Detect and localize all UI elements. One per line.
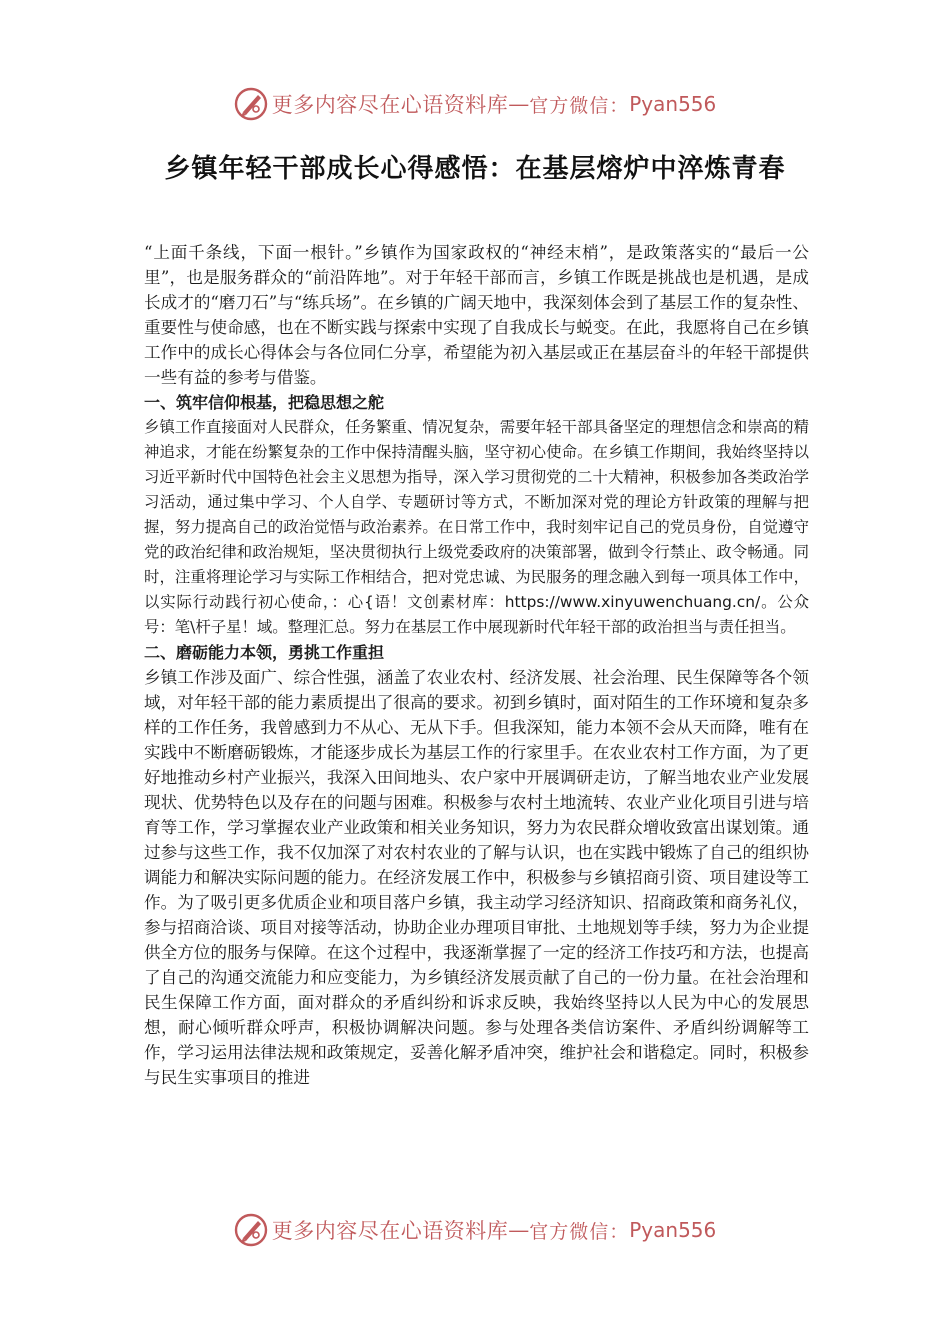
document-body: [144, 240, 809, 1090]
page-title: 乡镇年轻干部成长心得感悟：在基层熔炉中淬炼青春: [164, 154, 786, 184]
banner-text: 更多内容尽在心语资料库: [271, 93, 509, 117]
section-1-paragraph: 乡镇工作直接面对人民群众，任务繁重、情况复杂，需要年轻干部具备坚定的理想信念和崇高的精神追求，才能在纷繁复杂的工作中保持清醒头脑，坚守初心使命。在乡镇工作期间，我始终坚持以习近平新时代中国特色社会主义思想为指导，深入学习贯彻党的二十大精神，积极参加各类政治学习活动，通过集中学习、个人自学、专题研讨等方式，不断加深对党的理论方针政策的理解与把握，努力提高自己的政治觉悟与政治素养。在日常工作中，我时刻牢记自己的党员身份，自觉遵守党的政治纪律和政治规矩，坚决贯彻执行上级党委政府的决策部署，做到令行禁止、政令畅通。同时，注重将理论学习与实际工作相结合，把对党忠诚、为民服务的理念融入到每一项具体工作中，以实际行动践行初心使命，：心{语！文创素材库：https://www.xinyuwenchuang.cn/。公众号：笔\杆子星！域。整理汇总。努力在基层工作中展现新时代年轻干部的政治担当与责任担当。: [144, 418, 809, 636]
section-2-paragraph: 乡镇工作涉及面广、综合性强，涵盖了农业农村、经济发展、社会治理、民生保障等各个领域，对年轻干部的能力素质提出了很高的要求。初到乡镇时，面对陌生的工作环境和复杂多样的工作任务，我曾感到力不从心、无从下手。但我深知，能力本领不会从天而降，唯有在实践中不断磨砺锻炼，才能逐步成长为基层工作的行家里手。在农业农村工作方面，为了更好地推动乡村产业振兴，我深入田间地头、农户家中开展调研走访，了解当地农业产业发展现状、优势特色以及存在的问题与困难。积极参与农村土地流转、农业产业化项目引进与培育等工作，学习掌握农业产业政策和相关业务知识，努力为农民群众增收致富出谋划策。通过参与这些工作，我不仅加深了对农村农业的了解与认识，也在实践中锻炼了自己的组织协调能力和解决实际问题的能力。在经济发展工作中，积极参与乡镇招商引资、项目建设等工作。为了吸引更多优质企业和项目落户乡镇，我主动学习经济知识、招商政策和商务礼仪，参与招商洽谈、项目对接等活动，协助企业办理项目审批、土地规划等手续，努力为企业提供全方位的服务与保障。在这个过程中，我逐渐掌握了一定的经济工作技巧和方法，也提高了自己的沟通交流能力和应变能力，为乡镇经济发展贡献了自己的一份力量。在社会治理和民生保障工作方面，面对群众的矛盾纠纷和诉求反映，我始终坚持以人民为中心的发展思想，耐心倾听群众呼声，积极协调解决问题。参与处理各类信访案件、矛盾纠纷调解等工作，学习运用法律法规和政策规定，妥善化解矛盾冲突，维护社会和谐稳定。同时，积极参与民生实事项目的推进: [144, 668, 809, 1087]
pen-logo-icon: [234, 87, 268, 121]
banner-wechat-id: Pyan556: [629, 92, 717, 116]
intro-paragraph: “上面千条线，下面一根针。”乡镇作为国家政权的“神经末梢”，是政策落实的“最后一公里”，也是服务群众的“前沿阵地”。对于年轻干部而言，乡镇工作既是挑战也是机遇，是成长成才的“磨刀石”与“练兵场”。在乡镇的广阔天地中，我深刻体会到了基层工作的复杂性、重要性与使命感，也在不断实践与探索中实现了自我成长与蜕变。在此，我愿将自己在乡镇工作中的成长心得体会与各位同仁分享，希望能为初入基层或正在基层奋斗的年轻干部提供一些有益的参考与借鉴。: [144, 243, 809, 387]
header-banner: [0, 82, 950, 126]
section-2-heading: 二、磨砺能力本领，勇挑工作重担: [144, 643, 385, 662]
pen-logo-icon: [234, 1213, 268, 1247]
banner-wechat-label: 官方微信：: [529, 1220, 630, 1243]
banner-wechat-id: Pyan556: [629, 1218, 717, 1242]
banner-wechat-label: 官方微信：: [529, 94, 630, 117]
footer-banner: [0, 1208, 950, 1252]
banner-separator: —: [508, 92, 530, 116]
banner-separator: —: [508, 1218, 530, 1242]
section-1-heading: 一、筑牢信仰根基，把稳思想之舵: [144, 393, 385, 412]
banner-text: 更多内容尽在心语资料库: [271, 1219, 509, 1243]
